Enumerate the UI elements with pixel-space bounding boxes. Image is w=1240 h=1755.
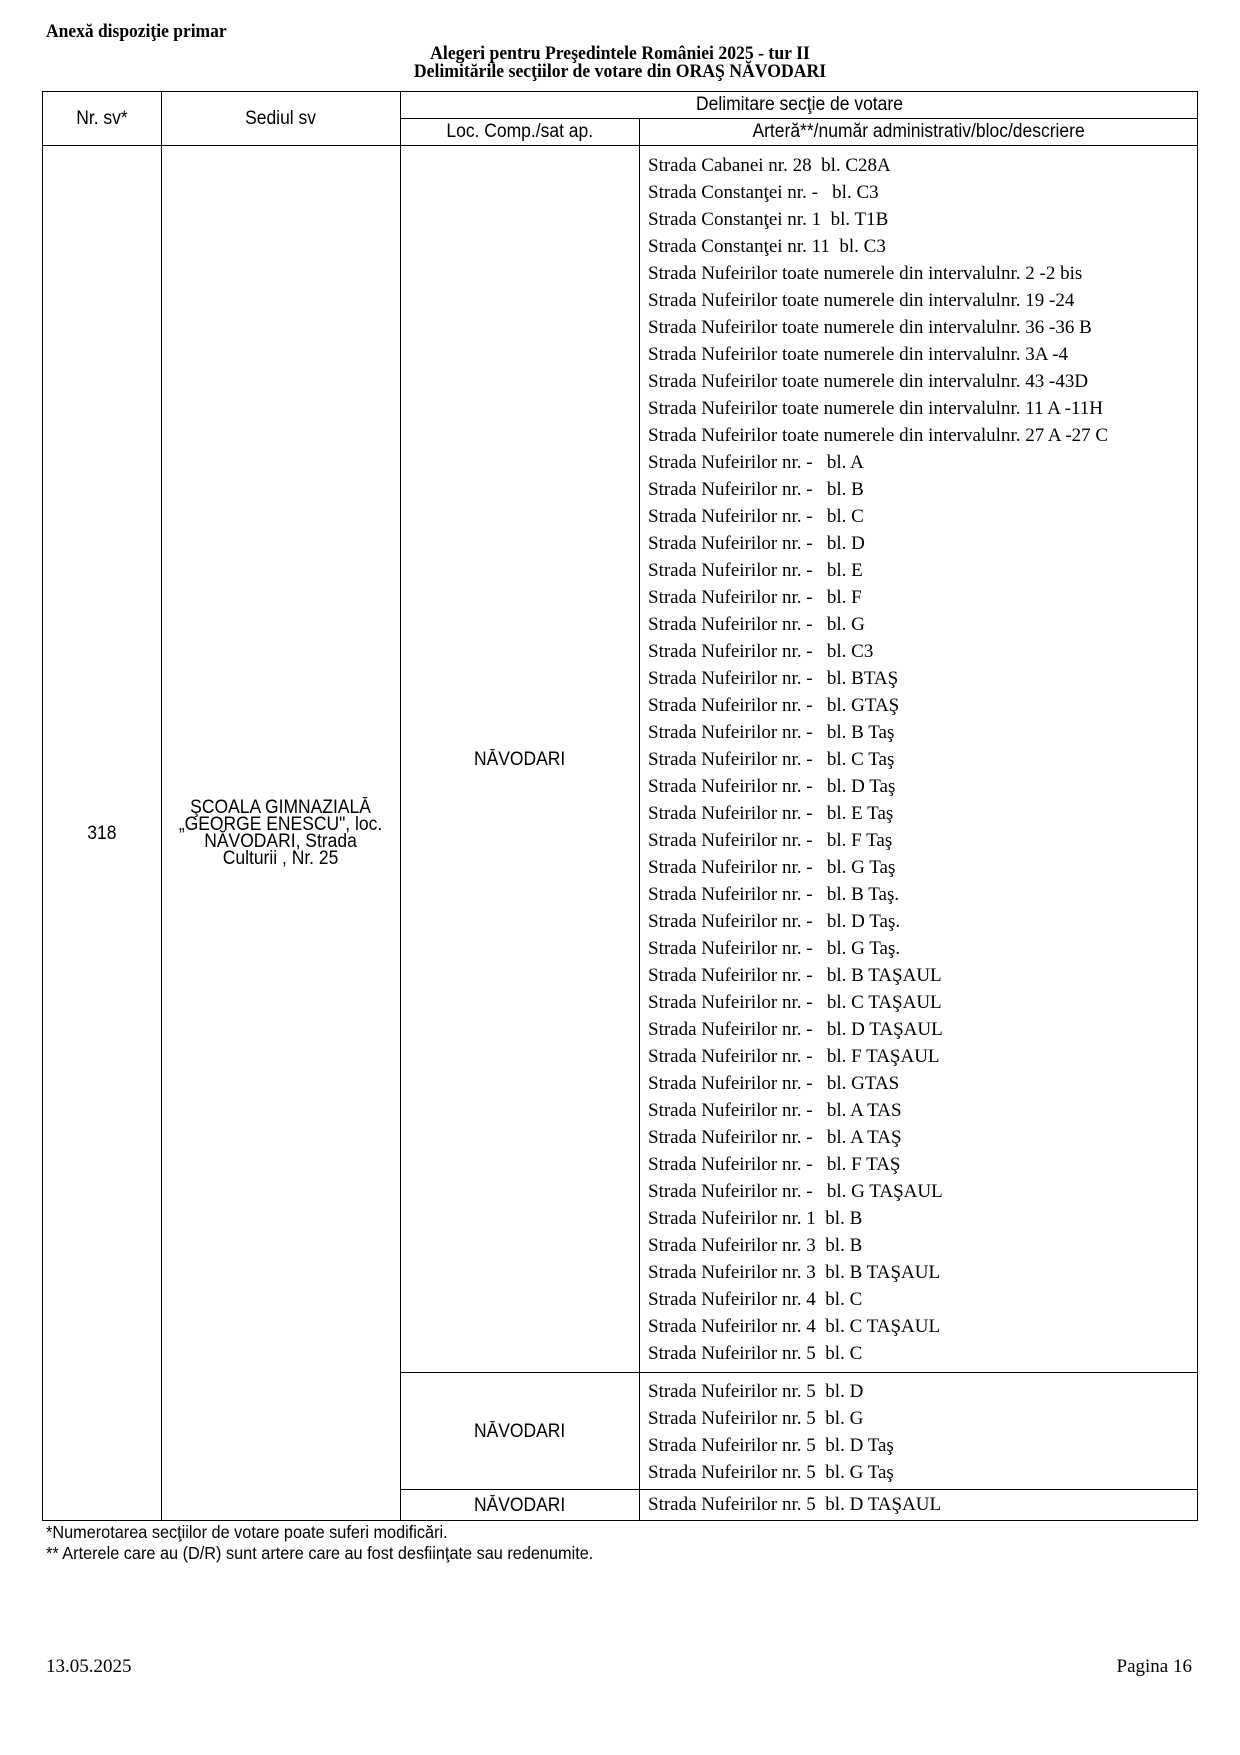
- street-entry: Strada Nufeirilor toate numerele din intervalulnr. 19 -24: [648, 290, 1075, 311]
- street-entry: Strada Nufeirilor nr. 3 bl. B TAŞAUL: [648, 1262, 941, 1283]
- street-entry: Strada Nufeirilor nr. 5 bl. G Taş: [648, 1462, 894, 1483]
- street-entry: Strada Nufeirilor nr. - bl. B Taş.: [648, 884, 900, 905]
- street-entry: Strada Nufeirilor toate numerele din intervalulnr. 27 A -27 C: [648, 425, 1109, 446]
- street-entry: Strada Nufeirilor toate numerele din intervalulnr. 3A -4: [648, 344, 1068, 365]
- street-entry: Strada Nufeirilor toate numerele din intervalulnr. 11 A -11H: [648, 398, 1103, 419]
- street-entry: Strada Nufeirilor toate numerele din intervalulnr. 2 -2 bis: [648, 263, 1083, 284]
- street-entry: Strada Nufeirilor nr. - bl. G Taş.: [648, 938, 901, 959]
- street-entry: Strada Nufeirilor nr. - bl. A TAS: [648, 1100, 902, 1121]
- street-entry: Strada Nufeirilor toate numerele din intervalulnr. 43 -43D: [648, 371, 1089, 392]
- street-entry: Strada Nufeirilor nr. 4 bl. C: [648, 1289, 863, 1310]
- header-nr-sv: Nr. sv*: [42, 91, 162, 146]
- footnote-numbering: *Numerotarea secţiilor de votare poate suferi modificări.: [46, 1522, 448, 1542]
- street-entry: Strada Nufeirilor nr. 5 bl. D: [648, 1381, 864, 1402]
- street-entry: Strada Nufeirilor toate numerele din intervalulnr. 36 -36 B: [648, 317, 1092, 338]
- locality-cell: NĂVODARI: [400, 145, 640, 1373]
- street-entry: Strada Nufeirilor nr. - bl. BTAŞ: [648, 668, 899, 689]
- header-sediul: Sediul sv: [161, 91, 401, 146]
- street-entry: Strada Nufeirilor nr. 4 bl. C TAŞAUL: [648, 1316, 941, 1337]
- streets-list: [648, 1378, 894, 1486]
- annex-label: Anexă dispoziţie primar: [46, 21, 227, 42]
- document-title: Alegeri pentru Preşedintele României 2025 - tur II: [430, 43, 810, 64]
- street-entry: Strada Nufeirilor nr. - bl. F Taş: [648, 830, 893, 851]
- street-entry: Strada Nufeirilor nr. 1 bl. B: [648, 1208, 863, 1229]
- section-seat: ŞCOALA GIMNAZIALĂ „GEORGE ENESCU", loc. NĂVODARI, Strada Culturii , Nr. 25: [161, 145, 401, 1521]
- street-entry: Strada Nufeirilor nr. - bl. E Taş: [648, 803, 894, 824]
- header-artera: Arteră**/număr administrativ/bloc/descriere: [639, 118, 1198, 146]
- street-entry: Strada Nufeirilor nr. - bl. B Taş: [648, 722, 895, 743]
- street-entry: Strada Nufeirilor nr. - bl. B TAŞAUL: [648, 965, 942, 986]
- street-entry: Strada Nufeirilor nr. - bl. D Taş.: [648, 911, 901, 932]
- street-entry: Strada Nufeirilor nr. - bl. F: [648, 587, 862, 608]
- street-entry: Strada Nufeirilor nr. - bl. D Taş: [648, 776, 896, 797]
- street-entry: Strada Nufeirilor nr. - bl. GTAS: [648, 1073, 900, 1094]
- street-entry: Strada Nufeirilor nr. - bl. E: [648, 560, 863, 581]
- streets-list: [648, 1491, 941, 1518]
- footnote-arteries: ** Arterele care au (D/R) sunt artere care au fost desfiinţate sau redenumite.: [46, 1543, 594, 1563]
- streets-list: [648, 152, 1108, 1367]
- street-entry: Strada Nufeirilor nr. - bl. G Taş: [648, 857, 896, 878]
- street-entry: Strada Nufeirilor nr. 3 bl. B: [648, 1235, 863, 1256]
- street-entry: Strada Nufeirilor nr. 5 bl. D Taş: [648, 1435, 894, 1456]
- street-entry: Strada Nufeirilor nr. - bl. D: [648, 533, 865, 554]
- street-entry: Strada Nufeirilor nr. - bl. G TAŞAUL: [648, 1181, 943, 1202]
- document-subtitle: Delimitările secţiilor de votare din ORAŞ NĂVODARI: [413, 61, 827, 82]
- header-delimitare: Delimitare secţie de votare: [400, 91, 1198, 119]
- street-entry: Strada Nufeirilor nr. 5 bl. C: [648, 1343, 863, 1364]
- street-entry: Strada Constanţei nr. 1 bl. T1B: [648, 209, 889, 230]
- locality-cell: NĂVODARI: [400, 1489, 640, 1521]
- street-entry: Strada Constanţei nr. 11 bl. C3: [648, 236, 886, 257]
- street-entry: Strada Nufeirilor nr. - bl. C Taş: [648, 749, 895, 770]
- street-entry: Strada Nufeirilor nr. - bl. G: [648, 614, 865, 635]
- street-entry: Strada Nufeirilor nr. - bl. A: [648, 452, 864, 473]
- street-entry: Strada Nufeirilor nr. - bl. B: [648, 479, 864, 500]
- footer-date: 13.05.2025: [46, 1656, 132, 1677]
- street-entry: Strada Nufeirilor nr. - bl. C: [648, 506, 864, 527]
- street-entry: Strada Nufeirilor nr. - bl. C3: [648, 641, 874, 662]
- street-entry: Strada Nufeirilor nr. 5 bl. G: [648, 1408, 864, 1429]
- street-entry: Strada Nufeirilor nr. - bl. D TAŞAUL: [648, 1019, 943, 1040]
- section-number: 318: [42, 145, 162, 1521]
- street-entry: Strada Constanţei nr. - bl. C3: [648, 182, 879, 203]
- locality-cell: NĂVODARI: [400, 1372, 640, 1490]
- street-entry: Strada Nufeirilor nr. - bl. A TAŞ: [648, 1127, 902, 1148]
- street-entry: Strada Nufeirilor nr. - bl. GTAŞ: [648, 695, 900, 716]
- street-entry: Strada Nufeirilor nr. - bl. F TAŞ: [648, 1154, 901, 1175]
- street-entry: Strada Nufeirilor nr. 5 bl. D TAŞAUL: [648, 1494, 942, 1515]
- street-entry: Strada Nufeirilor nr. - bl. F TAŞAUL: [648, 1046, 940, 1067]
- street-entry: Strada Nufeirilor nr. - bl. C TAŞAUL: [648, 992, 942, 1013]
- header-loc: Loc. Comp./sat ap.: [400, 118, 640, 146]
- street-entry: Strada Cabanei nr. 28 bl. C28A: [648, 155, 891, 176]
- footer-page-number: Pagina 16: [1116, 1656, 1192, 1677]
